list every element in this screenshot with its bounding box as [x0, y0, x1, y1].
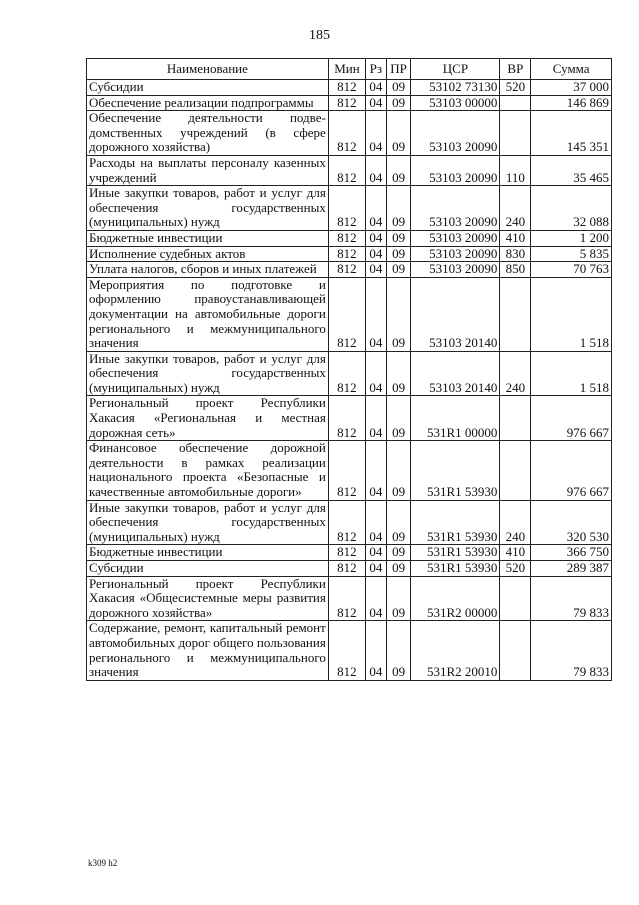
row-csr-cell: 53103 20090: [411, 186, 500, 231]
row-pr-cell: 09: [386, 277, 411, 351]
row-csr-cell: 531R2 00000: [411, 576, 500, 621]
row-name-cell: Субсидии: [87, 561, 329, 577]
row-pr-cell: 09: [386, 230, 411, 246]
row-pr-cell: 09: [386, 95, 411, 111]
row-name-cell: Содержание, ремонт, капитальный ремонт автомобильных дорог общего пользования регионального и межмуниципального значения: [87, 621, 329, 680]
row-sum-cell: 32 088: [531, 186, 612, 231]
row-csr-cell: 53103 20090: [411, 155, 500, 185]
row-name-cell: Бюджетные инвестиции: [87, 545, 329, 561]
row-rz-cell: 04: [366, 262, 387, 278]
row-min-cell: 812: [328, 246, 365, 262]
row-sum-cell: 35 465: [531, 155, 612, 185]
table-row: [87, 621, 612, 680]
row-rz-cell: 04: [366, 230, 387, 246]
row-name-cell: Уплата налогов, сборов и иных платежей: [87, 262, 329, 278]
row-csr-cell: 53103 20140: [411, 277, 500, 351]
row-rz-cell: 04: [366, 561, 387, 577]
row-min-cell: 812: [328, 230, 365, 246]
row-csr-cell: 53103 20090: [411, 246, 500, 262]
table-row: [87, 500, 612, 545]
row-sum-cell: 145 351: [531, 111, 612, 156]
row-rz-cell: 04: [366, 351, 387, 396]
row-name-cell: Обеспечение деятельности подведомственных учреждений (в сфере дорожного хозяйства): [87, 111, 329, 156]
row-vr-cell: 110: [500, 155, 531, 185]
row-min-cell: 812: [328, 500, 365, 545]
table-row: [87, 262, 612, 278]
row-min-cell: 812: [328, 576, 365, 621]
row-csr-cell: 531R1 53930: [411, 545, 500, 561]
table-row: [87, 155, 612, 185]
header-csr: ЦСР: [411, 59, 500, 80]
row-sum-cell: 70 763: [531, 262, 612, 278]
row-min-cell: 812: [328, 561, 365, 577]
row-vr-cell: 830: [500, 246, 531, 262]
header-vr: ВР: [500, 59, 531, 80]
row-csr-cell: 53103 00000: [411, 95, 500, 111]
table-row: [87, 246, 612, 262]
table-header-row: [87, 59, 612, 80]
row-sum-cell: 976 667: [531, 441, 612, 500]
row-rz-cell: 04: [366, 80, 387, 96]
row-min-cell: 812: [328, 396, 365, 441]
row-rz-cell: 04: [366, 111, 387, 156]
header-sum: Сумма: [531, 59, 612, 80]
row-name-cell: Иные закупки товаров, работ и услуг для обеспечения государственных (муниципальных) нужд: [87, 500, 329, 545]
row-csr-cell: 53103 20090: [411, 111, 500, 156]
row-vr-cell: 240: [500, 186, 531, 231]
row-min-cell: 812: [328, 441, 365, 500]
row-vr-cell: [500, 396, 531, 441]
table-row: [87, 277, 612, 351]
row-pr-cell: 09: [386, 561, 411, 577]
row-csr-cell: 531R1 53930: [411, 500, 500, 545]
row-csr-cell: 53103 20090: [411, 230, 500, 246]
row-vr-cell: 520: [500, 80, 531, 96]
row-sum-cell: 1 518: [531, 277, 612, 351]
row-rz-cell: 04: [366, 277, 387, 351]
footer-code: k309 h2: [88, 858, 118, 868]
row-csr-cell: 531R2 20010: [411, 621, 500, 680]
row-name-cell: Региональный проект Республики Хакасия «Региональная и местная дорожная сеть»: [87, 396, 329, 441]
row-pr-cell: 09: [386, 186, 411, 231]
row-sum-cell: 320 530: [531, 500, 612, 545]
table-body: [87, 80, 612, 681]
row-vr-cell: [500, 576, 531, 621]
row-sum-cell: 366 750: [531, 545, 612, 561]
row-sum-cell: 1 518: [531, 351, 612, 396]
header-pr: ПР: [386, 59, 411, 80]
row-min-cell: 812: [328, 621, 365, 680]
row-vr-cell: [500, 277, 531, 351]
row-name-cell: Региональный проект Республики Хакасия «Общесистемные меры развития дорожного хозяйства»: [87, 576, 329, 621]
row-name-cell: Иные закупки товаров, работ и услуг для обеспечения государственных (муниципальных) нужд: [87, 351, 329, 396]
row-name-cell: Субсидии: [87, 80, 329, 96]
table-row: [87, 95, 612, 111]
row-min-cell: 812: [328, 351, 365, 396]
row-rz-cell: 04: [366, 396, 387, 441]
row-csr-cell: 531R1 00000: [411, 396, 500, 441]
row-pr-cell: 09: [386, 155, 411, 185]
row-pr-cell: 09: [386, 441, 411, 500]
row-name-cell: Иные закупки товаров, работ и услуг для обеспечения государственных (муниципальных) нужд: [87, 186, 329, 231]
row-pr-cell: 09: [386, 621, 411, 680]
row-pr-cell: 09: [386, 351, 411, 396]
row-vr-cell: [500, 95, 531, 111]
row-csr-cell: 53103 20090: [411, 262, 500, 278]
table-row: [87, 576, 612, 621]
row-min-cell: 812: [328, 545, 365, 561]
row-name-cell: Мероприятия по подготовке и оформлению правоустанавливающей документации на автомобильные дороги регионального и межмуниципального значения: [87, 277, 329, 351]
header-rz: Рз: [366, 59, 387, 80]
table-row: [87, 351, 612, 396]
row-vr-cell: [500, 621, 531, 680]
row-vr-cell: 240: [500, 500, 531, 545]
row-min-cell: 812: [328, 262, 365, 278]
table-row: [87, 396, 612, 441]
table-row: [87, 230, 612, 246]
row-min-cell: 812: [328, 277, 365, 351]
table-row: [87, 441, 612, 500]
row-sum-cell: 5 835: [531, 246, 612, 262]
row-pr-cell: 09: [386, 500, 411, 545]
row-csr-cell: 531R1 53930: [411, 441, 500, 500]
page-number: 185: [309, 28, 330, 43]
table-row: [87, 561, 612, 577]
header-name: Наименование: [87, 59, 329, 80]
row-vr-cell: 410: [500, 230, 531, 246]
row-rz-cell: 04: [366, 155, 387, 185]
row-vr-cell: 410: [500, 545, 531, 561]
row-sum-cell: 146 869: [531, 95, 612, 111]
row-pr-cell: 09: [386, 545, 411, 561]
row-min-cell: 812: [328, 155, 365, 185]
row-name-cell: Исполнение судебных актов: [87, 246, 329, 262]
row-sum-cell: 79 833: [531, 621, 612, 680]
table-row: [87, 80, 612, 96]
row-pr-cell: 09: [386, 262, 411, 278]
row-sum-cell: 79 833: [531, 576, 612, 621]
row-vr-cell: [500, 111, 531, 156]
row-rz-cell: 04: [366, 246, 387, 262]
row-sum-cell: 37 000: [531, 80, 612, 96]
row-rz-cell: 04: [366, 576, 387, 621]
row-vr-cell: 240: [500, 351, 531, 396]
row-rz-cell: 04: [366, 500, 387, 545]
row-min-cell: 812: [328, 95, 365, 111]
row-pr-cell: 09: [386, 246, 411, 262]
header-min: Мин: [328, 59, 365, 80]
row-pr-cell: 09: [386, 576, 411, 621]
row-sum-cell: 1 200: [531, 230, 612, 246]
row-csr-cell: 53102 73130: [411, 80, 500, 96]
row-pr-cell: 09: [386, 111, 411, 156]
table-row: [87, 186, 612, 231]
row-min-cell: 812: [328, 111, 365, 156]
row-csr-cell: 531R1 53930: [411, 561, 500, 577]
row-csr-cell: 53103 20140: [411, 351, 500, 396]
table-row: [87, 111, 612, 156]
table-row: [87, 545, 612, 561]
row-rz-cell: 04: [366, 621, 387, 680]
row-sum-cell: 289 387: [531, 561, 612, 577]
row-min-cell: 812: [328, 80, 365, 96]
row-name-cell: Финансовое обеспечение дорожной деятельности в рамках реализации национального проекта «Безопасные и качественные автомобильные дороги»: [87, 441, 329, 500]
row-rz-cell: 04: [366, 186, 387, 231]
row-name-cell: Бюджетные инвестиции: [87, 230, 329, 246]
row-min-cell: 812: [328, 186, 365, 231]
row-pr-cell: 09: [386, 80, 411, 96]
row-rz-cell: 04: [366, 95, 387, 111]
row-name-cell: Обеспечение реализации подпрограммы: [87, 95, 329, 111]
budget-table: [86, 58, 612, 681]
row-pr-cell: 09: [386, 396, 411, 441]
row-sum-cell: 976 667: [531, 396, 612, 441]
row-vr-cell: 850: [500, 262, 531, 278]
row-vr-cell: 520: [500, 561, 531, 577]
row-name-cell: Расходы на выплаты персоналу казенных учреждений: [87, 155, 329, 185]
row-vr-cell: [500, 441, 531, 500]
row-rz-cell: 04: [366, 545, 387, 561]
row-rz-cell: 04: [366, 441, 387, 500]
